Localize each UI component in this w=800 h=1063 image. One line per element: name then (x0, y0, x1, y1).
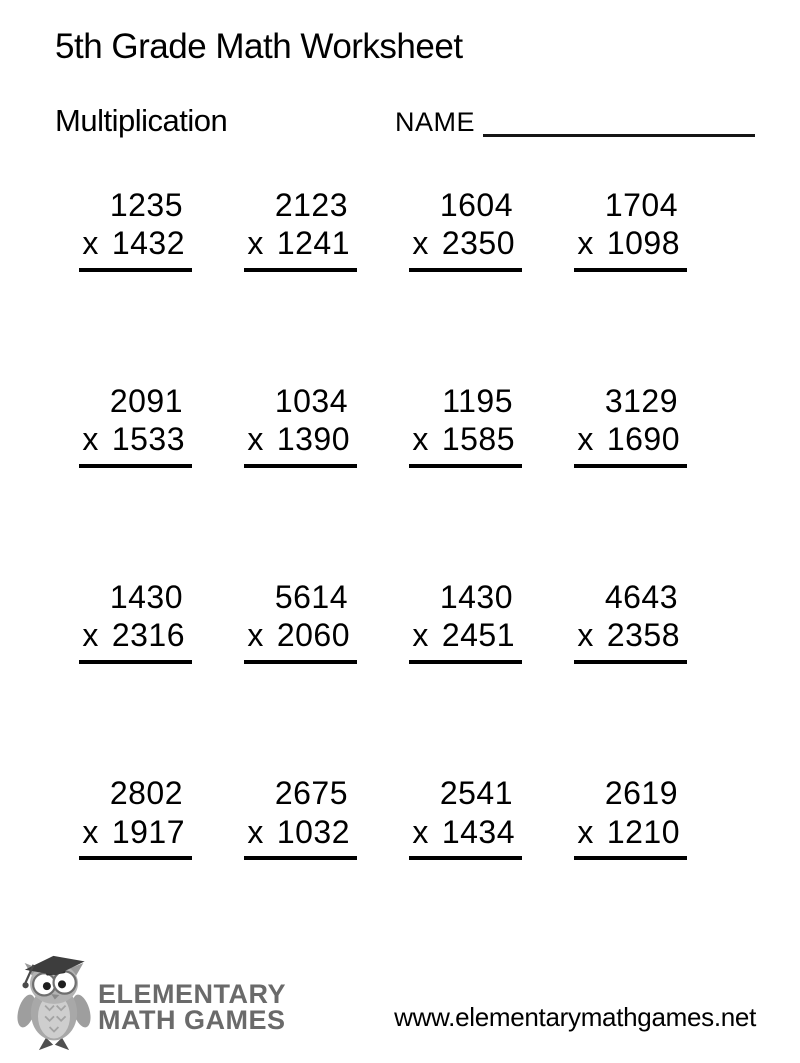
multiplication-problem (547, 578, 687, 664)
multiplicand: 1195 (442, 382, 513, 419)
multiplier: 1432 (111, 225, 185, 262)
multiplication-problem (382, 578, 522, 664)
multiplicand: 1034 (274, 382, 348, 419)
multiplicand: 1430 (439, 578, 513, 615)
multiplication-problem (547, 777, 687, 860)
multiplier: 1917 (111, 813, 185, 850)
multiplier: 1585 (441, 421, 515, 458)
multiplication-problem (382, 186, 522, 272)
name-group (395, 107, 755, 138)
logo-line-math-games: MATH GAMES (98, 1005, 286, 1035)
multiplication-problem (547, 186, 687, 272)
multiplicand: 4643 (604, 578, 678, 615)
multiply-operator: x (412, 813, 429, 850)
multiplier: 1390 (276, 421, 350, 458)
multiply-operator: x (247, 813, 264, 850)
multiplication-problem (217, 578, 357, 664)
multiplication-problem (52, 578, 192, 664)
multiplier: 2316 (111, 617, 185, 654)
multiplier: 2060 (276, 617, 350, 654)
multiplier-row (409, 813, 522, 861)
multiplicand: 1704 (604, 186, 678, 223)
multiplier: 1533 (111, 421, 185, 458)
multiply-operator: x (82, 421, 99, 458)
multiply-operator: x (82, 813, 99, 850)
multiplier: 2451 (441, 617, 515, 654)
owl-mascot-icon (14, 953, 94, 1053)
multiplier-row (244, 423, 357, 468)
multiplicand: 5614 (274, 578, 348, 615)
multiplier: 1098 (606, 225, 680, 262)
multiplier: 1241 (276, 225, 350, 262)
multiplier-row (574, 227, 687, 272)
multiply-operator: x (412, 617, 429, 654)
multiplier-row (244, 619, 357, 664)
multiplicand: 1430 (109, 578, 183, 615)
multiply-operator: x (577, 225, 594, 262)
multiplier-row (79, 813, 192, 861)
multiplier-row (409, 227, 522, 272)
multiplicand: 3129 (604, 382, 678, 419)
multiplicand: 2802 (109, 775, 183, 812)
name-blank-line (483, 132, 755, 137)
problems-grid (52, 186, 800, 861)
page-title: 5th Grade Math Worksheet (55, 27, 463, 66)
multiplier: 1032 (276, 813, 350, 850)
multiplier: 1210 (606, 813, 680, 850)
multiplicand: 2675 (274, 775, 348, 812)
multiplication-problem (217, 382, 357, 468)
multiplier-row (574, 423, 687, 468)
multiplicand: 2123 (274, 186, 348, 223)
multiplier: 1690 (606, 421, 680, 458)
multiplication-problem (217, 186, 357, 272)
multiplier-row (574, 813, 687, 861)
logo-wordmark (98, 978, 287, 1035)
elementary-math-games-logo (14, 953, 286, 1053)
multiply-operator: x (247, 421, 264, 458)
worksheet-topic: Multiplication (55, 102, 228, 138)
multiplier: 1434 (441, 813, 515, 850)
multiplicand: 2091 (109, 382, 183, 419)
multiplier-row (409, 423, 522, 468)
multiplier: 2350 (441, 225, 515, 262)
multiply-operator: x (577, 421, 594, 458)
multiplication-problem (547, 382, 687, 468)
multiply-operator: x (82, 617, 99, 654)
multiplication-problem (217, 777, 357, 860)
multiplier-row (79, 227, 192, 272)
multiply-operator: x (412, 225, 429, 262)
multiplicand: 1604 (439, 186, 513, 223)
logo-line-elementary: ELEMENTARY (98, 978, 287, 1009)
multiplier-row (79, 423, 192, 468)
website-url: www.elementarymathgames.net (394, 1002, 756, 1032)
multiply-operator: x (247, 617, 264, 654)
multiplier-row (574, 619, 687, 664)
subtitle-row (55, 103, 755, 139)
worksheet-page (0, 27, 800, 1035)
name-label: NAME (394, 106, 475, 137)
multiplicand: 2619 (604, 775, 678, 812)
multiplier: 2358 (606, 617, 680, 654)
multiply-operator: x (577, 813, 594, 850)
multiply-operator: x (82, 225, 99, 262)
multiplication-problem (52, 382, 192, 468)
multiply-operator: x (247, 225, 264, 262)
multiplier-row (79, 619, 192, 664)
multiplier-row (409, 619, 522, 664)
multiplicand: 2541 (439, 775, 513, 812)
multiply-operator: x (412, 421, 429, 458)
multiplication-problem (382, 382, 522, 468)
multiplier-row (244, 227, 357, 272)
multiplicand: 1235 (109, 186, 183, 223)
multiplication-problem (52, 777, 192, 860)
multiplication-problem (382, 777, 522, 860)
multiplication-problem (52, 186, 192, 272)
multiply-operator: x (577, 617, 594, 654)
multiplier-row (244, 813, 357, 861)
